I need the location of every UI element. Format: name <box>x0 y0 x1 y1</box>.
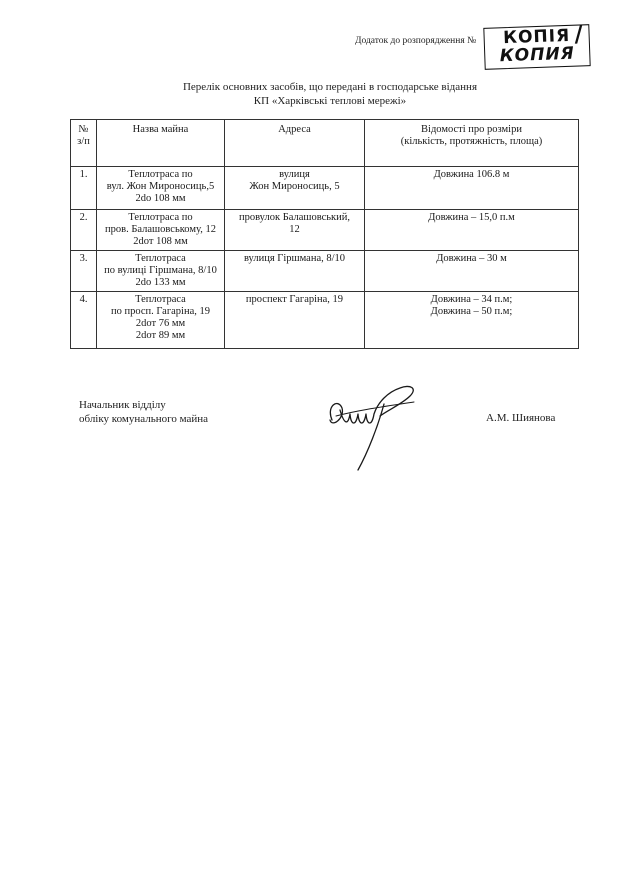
document-title <box>100 80 560 108</box>
appendix-note: Додаток до розпорядження № <box>355 36 477 46</box>
cell-info: Довжина – 30 м <box>365 251 579 292</box>
cell-address: вулиця Жон Мироносиць, 5 <box>225 167 365 210</box>
cell-info: Довжина 106.8 м <box>365 167 579 210</box>
header-name: Назва майна <box>97 120 225 167</box>
copy-stamp <box>483 24 590 70</box>
title-line-2: КП «Харківські теплові мережі» <box>253 95 407 107</box>
header-info: Відомості про розміри (кількість, протяжність, площа) <box>365 120 579 167</box>
header-address: Адреса <box>225 120 365 167</box>
cell-info: Довжина – 34 п.м; Довжина – 50 п.м; <box>365 292 579 349</box>
cell-name: Теплотраса по вул. Жон Мироносиць,5 2do 108 мм <box>97 167 225 210</box>
cell-num: 1. <box>71 167 97 210</box>
table-row <box>71 292 579 349</box>
cell-address: проспект Гагаріна, 19 <box>225 292 365 349</box>
signatory-role-line-2: обліку комунального майна <box>79 413 209 425</box>
cell-name: Теплотраса по вулиці Гіршмана, 8/10 2do 133 мм <box>97 251 225 292</box>
handwritten-signature <box>318 376 428 476</box>
signatory-role-line-1: Начальник відділу <box>79 399 166 411</box>
signatory-name: А.М. Шиянова <box>486 412 556 424</box>
cell-num: 3. <box>71 251 97 292</box>
cell-num: 2. <box>71 210 97 251</box>
stamp-line-1: КОПІЯ <box>502 25 571 49</box>
cell-info: Довжина – 15,0 п.м <box>365 210 579 251</box>
table-header-row <box>71 120 579 167</box>
table-row <box>71 167 579 210</box>
cell-num: 4. <box>71 292 97 349</box>
table-row <box>71 210 579 251</box>
cell-address: провулок Балашовський, 12 <box>225 210 365 251</box>
stamp-line-2: КОПИЯ <box>499 43 576 67</box>
header-num: № з/п <box>71 120 97 167</box>
signatory-role <box>79 398 208 426</box>
assets-table <box>70 119 579 349</box>
title-line-1: Перелік основних засобів, що передані в господарське відання <box>182 81 477 93</box>
table-row <box>71 251 579 292</box>
cell-name: Теплотраса по просп. Гагаріна, 19 2dот 76 мм 2dот 89 мм <box>97 292 225 349</box>
cell-name: Теплотраса по пров. Балашовському, 12 2dот 108 мм <box>97 210 225 251</box>
stamp-slash: / <box>574 22 584 48</box>
cell-address: вулиця Гіршмана, 8/10 <box>225 251 365 292</box>
